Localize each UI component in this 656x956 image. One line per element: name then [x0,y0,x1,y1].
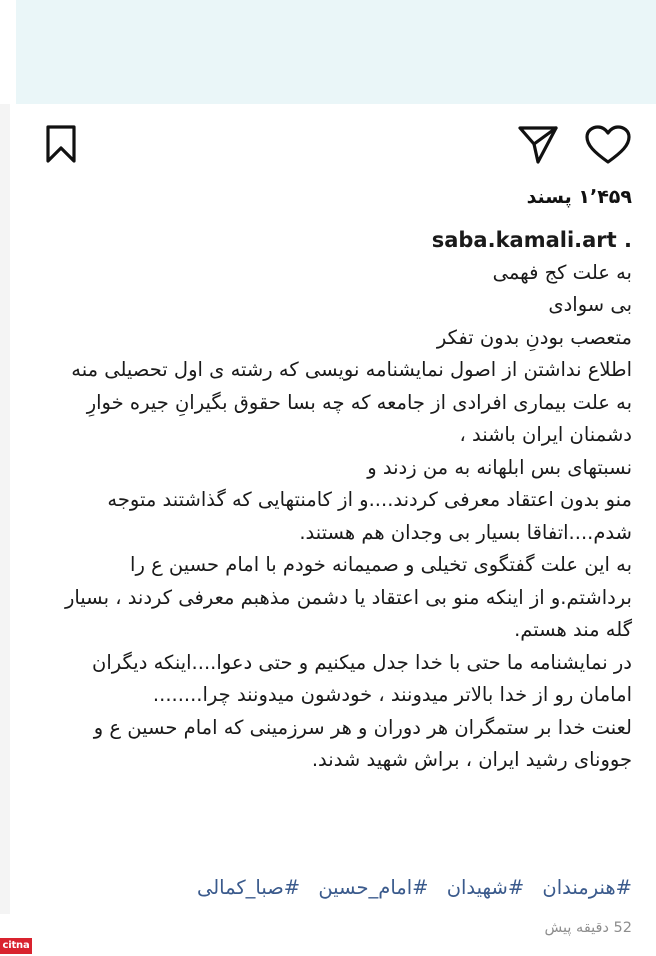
bookmark-icon[interactable] [44,124,78,164]
page-edge [0,104,10,914]
caption-line: به علت بیماری افرادی از جامعه که چه بسا حقوق بگیرانِ جیره خوارِ دشمنان ایران باشند ، [80,390,632,446]
caption-line: به علت کج فهمی [492,260,632,284]
hashtag-link[interactable]: #صبا_کمالی [196,876,301,899]
post-timestamp: 52 دقیقه پیش [544,920,632,936]
heart-icon[interactable] [584,124,632,166]
caption-line: نسبتهای بس ابلهانه به من زدند و [367,455,632,479]
likes-count[interactable]: ۱٬۴۵۹ پسند [526,186,632,208]
caption-line: در نمایشنامه ما حتی با خدا جدل میکنیم و حتی دعوا....اینکه دیگران امامان رو از خدا بالاتر میدونند ، خودشون میدونند چرا........ [85,650,632,706]
post-caption [44,224,632,777]
caption-line: بی سوادی [548,293,632,316]
hashtag-list [185,876,632,899]
caption-line: منو بدون اعتقاد معرفی کردند....و از کامنتهایی که گذاشتند متوجه شدم....اتفاقا بسیار بی وجدان هم هستند. [101,488,632,544]
hashtag-link[interactable]: #شهیدان [446,876,525,899]
hashtag-link[interactable]: #امام_حسین [318,876,429,899]
caption-line: لعنت خدا بر ستمگران هر دوران و هر سرزمینی که امام حسین ع و جوونای رشید ایران ، براش شهید شدند. [87,715,632,771]
caption-line: به این علت گفتگوی تخیلی و صمیمانه خودم با امام حسین ع را برداشتم.و از اینکه منو بی اعتقاد یا دشمن مذهبم معرفی کردند ، بسیار گله مند هستم. [58,553,632,641]
caption-line: اطلاع نداشتن از اصول نمایشنامه نویسی که رشته ی اول تحصیلی منه [71,358,632,381]
username-link[interactable]: saba.kamali.art . [431,228,632,252]
post-media-bottom[interactable] [16,0,656,104]
caption-line: متعصب بودنِ بدون تفکر [436,325,632,349]
send-icon[interactable] [516,124,560,166]
post-action-bar [0,118,656,178]
hashtag-link[interactable]: #هنرمندان [542,876,632,899]
citna-watermark-logo: citna [0,938,32,954]
